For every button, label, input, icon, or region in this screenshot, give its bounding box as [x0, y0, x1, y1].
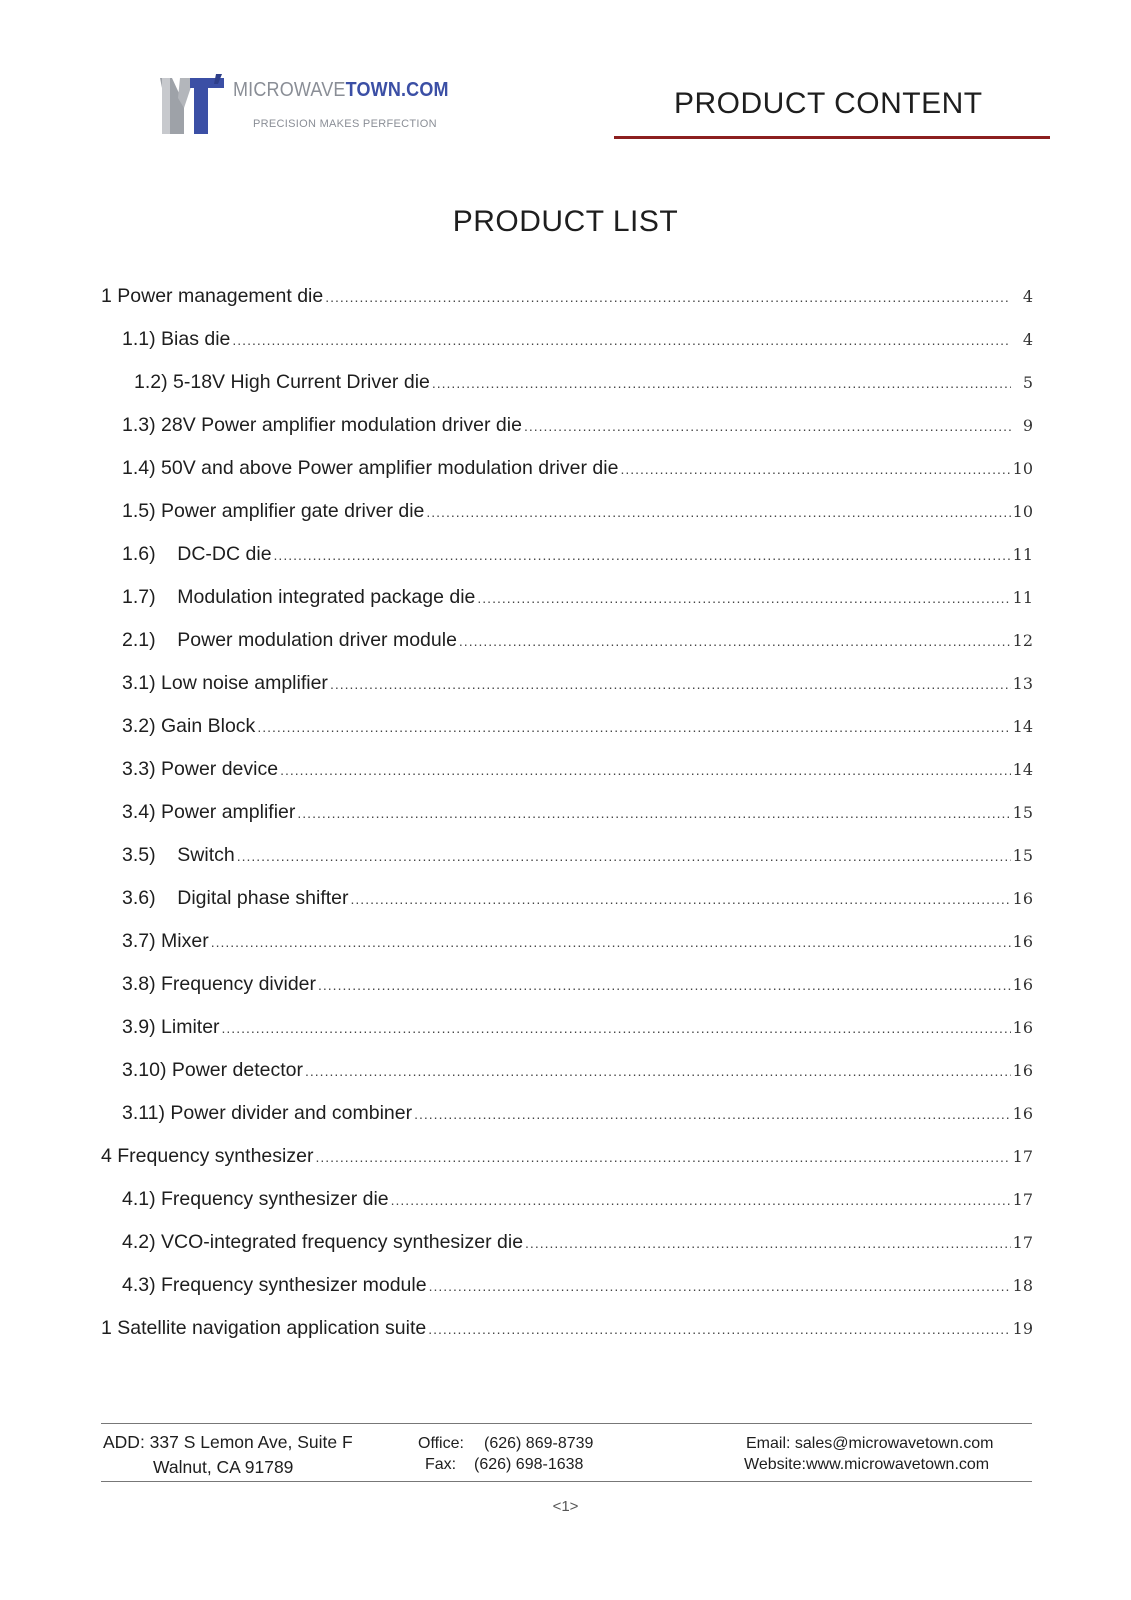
- toc-entry-page: 10: [1012, 459, 1033, 478]
- toc-leader-dots: [432, 375, 1011, 391]
- toc-entry-label: 3.8) Frequency divider: [122, 973, 317, 995]
- footer-email[interactable]: Email: sales@microwavetown.com: [746, 1435, 994, 1452]
- toc-leader-dots: [280, 762, 1011, 778]
- toc-entry-label: 1.7) Modulation integrated package die: [122, 586, 476, 608]
- footer-address-line2: Walnut, CA 91789: [153, 1457, 294, 1477]
- footer-bottom-rule: [101, 1481, 1032, 1482]
- toc-entry-page: 17: [1012, 1147, 1033, 1166]
- toc-entry-label: 4.2) VCO-integrated frequency synthesizer die: [122, 1231, 524, 1253]
- toc-leader-dots: [274, 547, 1011, 563]
- toc-entry-page: 16: [1012, 1061, 1033, 1080]
- toc-entry-page: 15: [1012, 803, 1033, 822]
- toc-entry-page: 17: [1012, 1190, 1033, 1209]
- toc-entry[interactable]: [122, 973, 1033, 1001]
- toc-entry[interactable]: [122, 930, 1033, 958]
- toc-entry-label: 4.1) Frequency synthesizer die: [122, 1188, 389, 1210]
- toc-entry-label: 3.11) Power divider and combiner: [122, 1102, 413, 1124]
- toc-entry[interactable]: [122, 1188, 1033, 1216]
- toc-entry-page: 9: [1022, 416, 1033, 435]
- toc-entry-label: 2.1) Power modulation driver module: [122, 629, 457, 651]
- header-title: PRODUCT CONTENT: [674, 87, 983, 120]
- toc-entry-label: 1 Power management die: [101, 285, 324, 307]
- footer-address-line1: ADD: 337 S Lemon Ave, Suite F: [103, 1432, 353, 1452]
- toc-entry[interactable]: [122, 1102, 1033, 1130]
- toc-entry-label: 3.2) Gain Block: [122, 715, 256, 737]
- page-title: PRODUCT LIST: [452, 205, 679, 238]
- toc-leader-dots: [524, 418, 1011, 434]
- toc-entry[interactable]: [122, 500, 1033, 528]
- toc-entry-page: 4: [1022, 330, 1033, 349]
- header-rule: [614, 136, 1050, 139]
- toc-entry-label: 1.6) DC-DC die: [122, 543, 272, 565]
- toc-leader-dots: [428, 1321, 1010, 1337]
- toc-entry-label: 3.6) Digital phase shifter: [122, 887, 349, 909]
- toc-entry-page: 16: [1012, 889, 1033, 908]
- toc-entry-label: 1.4) 50V and above Power amplifier modulation driver die: [122, 457, 619, 479]
- toc-entry-label: 3.3) Power device: [122, 758, 279, 780]
- toc-leader-dots: [325, 289, 1011, 305]
- toc-entry-page: 16: [1012, 932, 1033, 951]
- toc-entry-page: 11: [1012, 588, 1033, 607]
- toc-leader-dots: [620, 461, 1010, 477]
- toc-entry-label: 3.1) Low noise amplifier: [122, 672, 328, 694]
- toc-entry[interactable]: [122, 586, 1033, 614]
- toc-entry[interactable]: [122, 1231, 1033, 1259]
- toc-leader-dots: [351, 891, 1011, 907]
- mt-logo-icon: [160, 74, 226, 136]
- toc-entry[interactable]: [101, 1317, 1033, 1345]
- toc-leader-dots: [477, 590, 1010, 606]
- toc-entry[interactable]: [122, 328, 1033, 356]
- toc-entry-label: 3.9) Limiter: [122, 1016, 220, 1038]
- toc-leader-dots: [459, 633, 1011, 649]
- toc-entry-page: 13: [1012, 674, 1033, 693]
- toc-entry[interactable]: [122, 414, 1033, 442]
- toc-entry-page: 18: [1012, 1276, 1033, 1295]
- toc-leader-dots: [426, 504, 1010, 520]
- toc-entry-label: 3.5) Switch: [122, 844, 235, 866]
- toc-entry-label: 3.7) Mixer: [122, 930, 209, 952]
- toc-entry-page: 16: [1012, 1104, 1033, 1123]
- toc-leader-dots: [211, 934, 1011, 950]
- toc-entry[interactable]: [122, 887, 1033, 915]
- toc-entry[interactable]: [122, 758, 1033, 786]
- company-logo: [160, 70, 450, 140]
- toc-leader-dots: [222, 1020, 1011, 1036]
- logo-wordmark-part2: TOWN.COM: [345, 79, 449, 101]
- toc-entry[interactable]: [101, 285, 1033, 313]
- toc-entry[interactable]: [122, 629, 1033, 657]
- toc-entry-label: 1.2) 5-18V High Current Driver die: [134, 371, 430, 393]
- toc-entry[interactable]: [122, 1059, 1033, 1087]
- footer-office-label: Office:: [418, 1435, 464, 1452]
- toc-leader-dots: [525, 1235, 1011, 1251]
- toc-entry[interactable]: [122, 543, 1033, 571]
- toc-entry-page: 12: [1012, 631, 1033, 650]
- toc-entry-label: 1.5) Power amplifier gate driver die: [122, 500, 425, 522]
- toc-entry[interactable]: [122, 715, 1033, 743]
- toc-entry[interactable]: [122, 457, 1033, 485]
- toc-leader-dots: [391, 1192, 1011, 1208]
- toc-leader-dots: [429, 1278, 1011, 1294]
- toc-entry-label: 1 Satellite navigation application suite: [101, 1317, 427, 1339]
- toc-entry[interactable]: [122, 1016, 1033, 1044]
- toc-leader-dots: [232, 332, 1011, 348]
- logo-tagline: PRECISION MAKES PERFECTION: [253, 118, 437, 130]
- toc-leader-dots: [305, 1063, 1011, 1079]
- toc-entry-label: 3.10) Power detector: [122, 1059, 304, 1081]
- toc-entry-page: 14: [1012, 760, 1033, 779]
- toc-entry-label: 1.1) Bias die: [122, 328, 231, 350]
- toc-leader-dots: [414, 1106, 1011, 1122]
- toc-entry-page: 10: [1012, 502, 1033, 521]
- toc-entry-label: 3.4) Power amplifier: [122, 801, 296, 823]
- toc-entry-page: 11: [1012, 545, 1033, 564]
- toc-leader-dots: [330, 676, 1011, 692]
- footer-top-rule: [101, 1423, 1032, 1424]
- toc-entry[interactable]: [122, 801, 1033, 829]
- logo-wordmark: [233, 79, 449, 102]
- footer-fax-number: (626) 698-1638: [474, 1456, 584, 1473]
- toc-entry[interactable]: [122, 1274, 1033, 1302]
- toc-entry-page: 4: [1022, 287, 1033, 306]
- toc-entry-page: 14: [1012, 717, 1033, 736]
- toc-entry-page: 16: [1012, 975, 1033, 994]
- logo-wordmark-part1: MICROWAVE: [233, 79, 346, 101]
- toc-entry-label: 1.3) 28V Power amplifier modulation driver die: [122, 414, 522, 436]
- toc-entry-page: 17: [1012, 1233, 1033, 1252]
- toc-leader-dots: [237, 848, 1011, 864]
- page-number: <1>: [552, 1498, 579, 1515]
- toc-entry[interactable]: [101, 1145, 1033, 1173]
- toc-entry-label: 4 Frequency synthesizer: [101, 1145, 314, 1167]
- footer-fax-label: Fax:: [425, 1456, 457, 1473]
- toc-entry-label: 4.3) Frequency synthesizer module: [122, 1274, 427, 1296]
- footer-office-number: (626) 869-8739: [484, 1435, 594, 1452]
- toc-entry-page: 16: [1012, 1018, 1033, 1037]
- toc-leader-dots: [297, 805, 1010, 821]
- toc-leader-dots: [318, 977, 1011, 993]
- toc-entry[interactable]: [134, 371, 1033, 399]
- toc-entry[interactable]: [122, 672, 1033, 700]
- toc-leader-dots: [257, 719, 1010, 735]
- toc-entry[interactable]: [122, 844, 1033, 872]
- toc-entry-page: 5: [1022, 373, 1033, 392]
- footer-website[interactable]: Website:www.microwavetown.com: [744, 1456, 990, 1473]
- toc-entry-page: 19: [1012, 1319, 1033, 1338]
- toc-entry-page: 15: [1012, 846, 1033, 865]
- toc-leader-dots: [315, 1149, 1010, 1165]
